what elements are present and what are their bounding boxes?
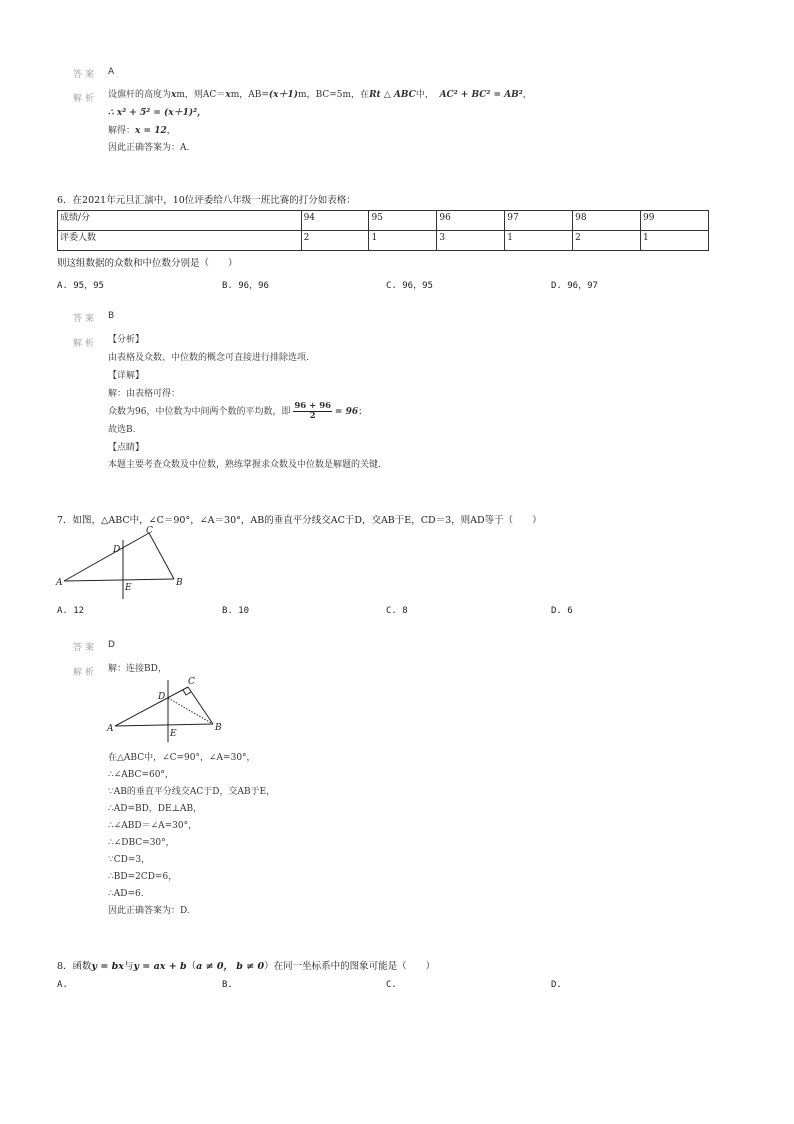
q7-analysis-l10: 因此正确答案为：D. bbox=[108, 906, 190, 916]
q6-option-b[interactable]: B. 96，96 bbox=[222, 281, 269, 291]
q6-stem: 6．在2021年元旦汇演中，10位评委给八年级一班比赛的打分如表格： bbox=[57, 195, 356, 206]
label-d: D bbox=[113, 545, 121, 555]
table-cell: 2 bbox=[301, 231, 369, 251]
q7-analysis-l6: ∴∠DBC=30°， bbox=[108, 838, 175, 848]
q6-analysis-l8: 本题主要考查众数及中位数，熟练掌握求众数及中位数是解题的关键. bbox=[108, 460, 381, 470]
table-cell: 96 bbox=[437, 211, 505, 231]
q7-analysis-l3: ∵AB的垂直平分线交AC于D，交AB于E， bbox=[108, 787, 276, 797]
q6-analysis-l7: 【点睛】 bbox=[108, 443, 145, 453]
table-cell: 2 bbox=[573, 231, 641, 251]
q7-option-d[interactable]: D. 6 bbox=[551, 606, 573, 616]
fraction: $\frac{96 + 96}{2}$ bbox=[294, 401, 332, 421]
table-cell: 99 bbox=[641, 211, 709, 231]
q7-analysis-l5: ∴∠ABD＝∠A=30°， bbox=[108, 821, 198, 831]
side-ab bbox=[115, 724, 213, 726]
table-cell: 3 bbox=[437, 231, 505, 251]
label-d: D bbox=[158, 692, 166, 702]
q8-stem: 8．函数y = bx与y = ax + b（a ≠ 0， b ≠ 0）在同一坐标系中的图象可能是（ ） bbox=[57, 961, 436, 972]
answer-tag: 答案 bbox=[73, 314, 98, 324]
q6-option-c[interactable]: C. 96，95 bbox=[386, 281, 433, 291]
table-cell: 1 bbox=[369, 231, 437, 251]
label-b: B bbox=[176, 578, 183, 588]
right-angle-mark bbox=[183, 690, 191, 695]
q5-analysis-line3: 解得：x = 12， bbox=[108, 126, 176, 136]
label-e: E bbox=[170, 729, 177, 739]
q7-analysis-l1: 在△ABC中，∠C=90°，∠A=30°， bbox=[108, 753, 256, 763]
label-a: A bbox=[56, 578, 63, 588]
side-ac bbox=[115, 687, 188, 726]
q7-option-c[interactable]: C. 8 bbox=[386, 606, 408, 616]
label-c: C bbox=[188, 677, 195, 687]
side-cb bbox=[149, 533, 174, 579]
q7-option-b[interactable]: B. 10 bbox=[222, 606, 250, 616]
table-cell: 1 bbox=[505, 231, 573, 251]
label-a: A bbox=[107, 724, 114, 734]
q8-option-a[interactable]: A. bbox=[57, 980, 68, 990]
answer-tag: 答案 bbox=[73, 643, 98, 653]
analysis-tag: 解析 bbox=[73, 339, 98, 349]
q5-analysis-line1: 设旗杆的高度为xm，则AC＝xm，AB=(x＋1)m，BC=5m，在Rt △ ABC中， AC² + BC² = AB²， bbox=[108, 90, 532, 100]
answer-tag: 答案 bbox=[73, 70, 98, 80]
q7-stem: 7．如图，△ABC中，∠C＝90°，∠A＝30°，AB的垂直平分线交AC于D，交AB于E，CD＝3，则AD等于（ ） bbox=[57, 515, 542, 526]
q6-analysis-l4: 解：由表格可得： bbox=[108, 389, 181, 399]
q6-analysis-l5: 众数为96，中位数为中间两个数的平均数，即 $\frac{96 + 96}{2}$ = 96； bbox=[108, 401, 368, 421]
label-c: C bbox=[146, 526, 153, 536]
q5-analysis-line4: 因此正确答案为：A. bbox=[108, 143, 190, 153]
q7-analysis-l8: ∴BD=2CD=6， bbox=[108, 872, 178, 882]
score-table bbox=[57, 210, 709, 251]
answer-value: B bbox=[108, 311, 115, 321]
analysis-tag: 解析 bbox=[73, 94, 98, 104]
q7-triangle-figure bbox=[55, 524, 195, 602]
side-cb bbox=[188, 687, 213, 724]
q7-solution-figure bbox=[105, 674, 235, 744]
q7-option-a[interactable]: A. 12 bbox=[57, 606, 85, 616]
table-cell: 97 bbox=[505, 211, 573, 231]
q7-analysis-l7: ∵CD=3， bbox=[108, 855, 151, 865]
q7-analysis-l9: ∴AD=6. bbox=[108, 889, 144, 899]
q7-analysis-l4: ∴AD=BD，DE⊥AB， bbox=[108, 804, 203, 814]
q8-option-d[interactable]: D. bbox=[551, 980, 562, 990]
table-cell: 1 bbox=[641, 231, 709, 251]
table-row bbox=[58, 231, 709, 251]
q5-analysis-line2: ∴ x² + 5² = (x＋1)²， bbox=[108, 108, 207, 118]
label-b: B bbox=[215, 723, 222, 733]
q6-analysis-l2: 由表格及众数、中位数的概念可直接进行排除选项. bbox=[108, 353, 309, 363]
q6-analysis-l6: 故选B. bbox=[108, 425, 136, 435]
table-cell: 成绩/分 bbox=[58, 211, 302, 231]
table-cell: 评委人数 bbox=[58, 231, 302, 251]
table-cell: 94 bbox=[301, 211, 369, 231]
side-ab bbox=[64, 579, 174, 581]
q8-option-c[interactable]: C. bbox=[386, 980, 397, 990]
table-cell: 98 bbox=[573, 211, 641, 231]
label-e: E bbox=[125, 583, 132, 593]
q7-analysis-l2: ∴∠ABC=60°， bbox=[108, 770, 174, 780]
q6-analysis-l3: 【详解】 bbox=[108, 371, 145, 381]
q6-option-a[interactable]: A. 95，95 bbox=[57, 281, 104, 291]
q6-question: 则这组数据的众数和中位数分别是（ ） bbox=[57, 258, 238, 269]
side-ac bbox=[64, 533, 149, 581]
q6-option-d[interactable]: D. 96，97 bbox=[551, 281, 598, 291]
analysis-tag: 解析 bbox=[73, 668, 98, 678]
q6-analysis-l1: 【分析】 bbox=[108, 335, 145, 345]
q7-analysis-l0: 解：连接BD， bbox=[108, 664, 167, 674]
answer-value: A bbox=[108, 67, 115, 77]
q8-option-b[interactable]: B. bbox=[222, 980, 233, 990]
answer-value: D bbox=[108, 640, 115, 650]
table-cell: 95 bbox=[369, 211, 437, 231]
segment-bd bbox=[168, 698, 213, 724]
table-row bbox=[58, 211, 709, 231]
